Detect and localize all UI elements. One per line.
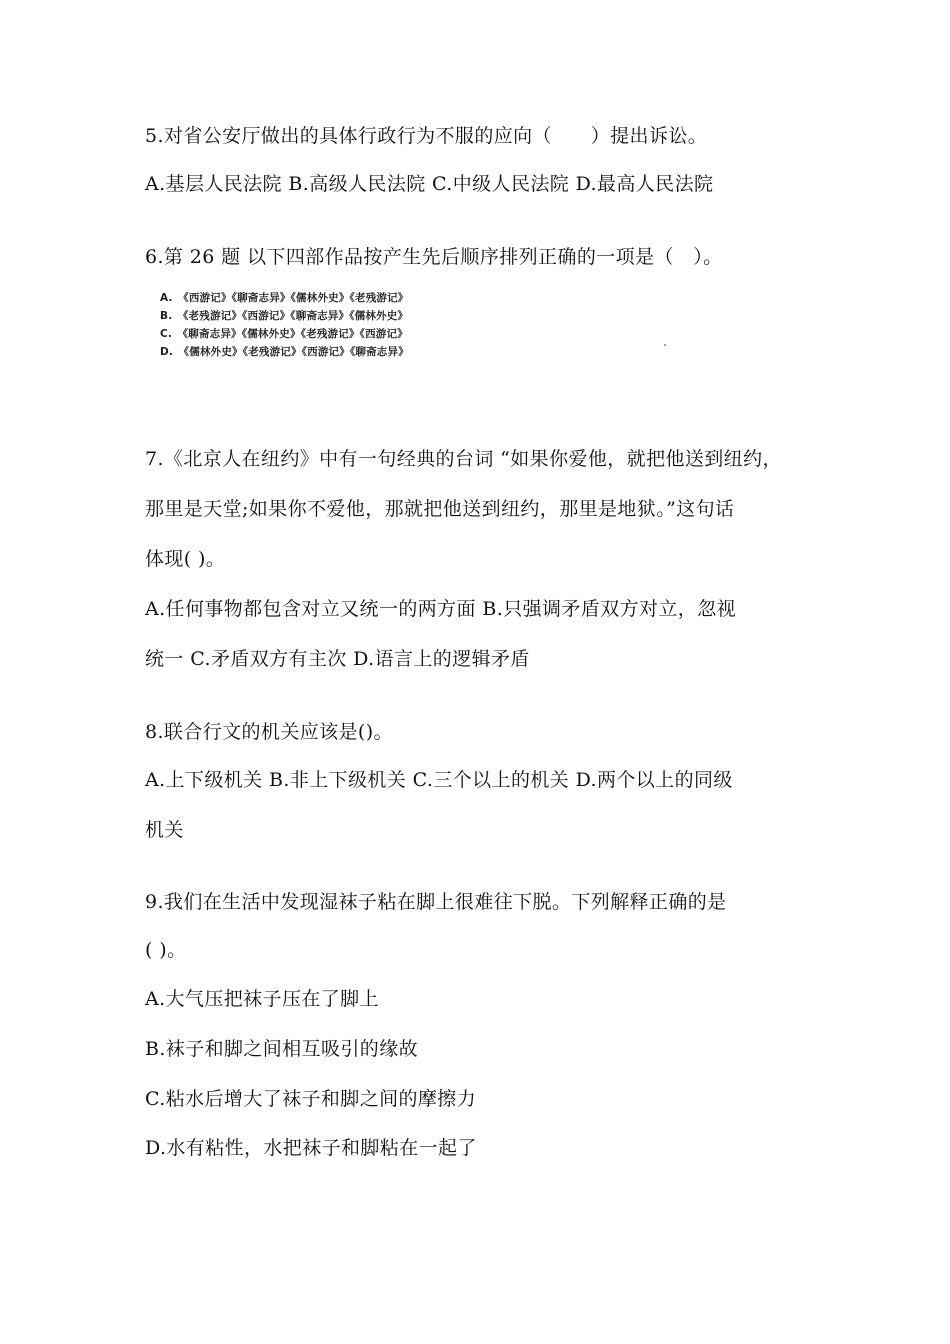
scan-speck <box>664 344 666 346</box>
q8-options-line2: 机关 <box>145 819 184 841</box>
q7-stem-line1: 7.《北京人在纽约》中有一句经典的台词 “如果你爱他，就把他送到纽约， <box>145 448 782 470</box>
q7-options-line2: 统一 C.矛盾双方有主次 D.语言上的逻辑矛盾 <box>145 648 530 670</box>
q7-stem-line2: 那里是天堂;如果你不爱他，那就把他送到纽约，那里是地狱。”这句话 <box>145 498 735 520</box>
q9-option-a: A.大气压把袜子压在了脚上 <box>145 988 379 1010</box>
q8-options-line1: A.上下级机关 B.非上下级机关 C.三个以上的机关 D.两个以上的同级 <box>145 769 733 791</box>
q5-stem: 5.对省公安厅做出的具体行政行为不服的应向（ ）提出诉讼。 <box>145 125 708 147</box>
q7-options-line1: A.任何事物都包含对立又统一的两方面 B.只强调矛盾双方对立，忽视 <box>145 598 737 620</box>
q8-stem: 8.联合行文的机关应该是()。 <box>145 721 393 743</box>
q6-option-b: B. 《老残游记》《西游记》《聊斋志异》《儒林外史》 <box>160 310 409 322</box>
q6-option-a: A. 《西游记》《聊斋志异》《儒林外史》《老残游记》 <box>160 292 409 304</box>
q9-stem-line2: ( )。 <box>145 939 187 961</box>
q9-option-c: C.粘水后增大了袜子和脚之间的摩擦力 <box>145 1088 477 1110</box>
q6-option-d: D. 《儒林外史》《老残游记》《西游记》《聊斋志异》 <box>160 346 409 358</box>
q5-options: A.基层人民法院 B.高级人民法院 C.中级人民法院 D.最高人民法院 <box>145 173 714 195</box>
q7-stem-line3: 体现( )。 <box>145 548 226 570</box>
q6-options-image <box>160 289 490 367</box>
q9-stem-line1: 9.我们在生活中发现湿袜子粘在脚上很难往下脱。下列解释正确的是 <box>145 891 727 913</box>
q9-option-b: B.袜子和脚之间相互吸引的缘故 <box>145 1038 419 1060</box>
q6-stem: 6.第 26 题 以下四部作品按产生先后顺序排列正确的一项是（ ）。 <box>145 246 723 268</box>
q9-option-d: D.水有粘性，水把袜子和脚粘在一起了 <box>145 1137 477 1159</box>
q6-option-c: C. 《聊斋志异》《儒林外史》《老残游记》《西游记》 <box>160 328 408 340</box>
